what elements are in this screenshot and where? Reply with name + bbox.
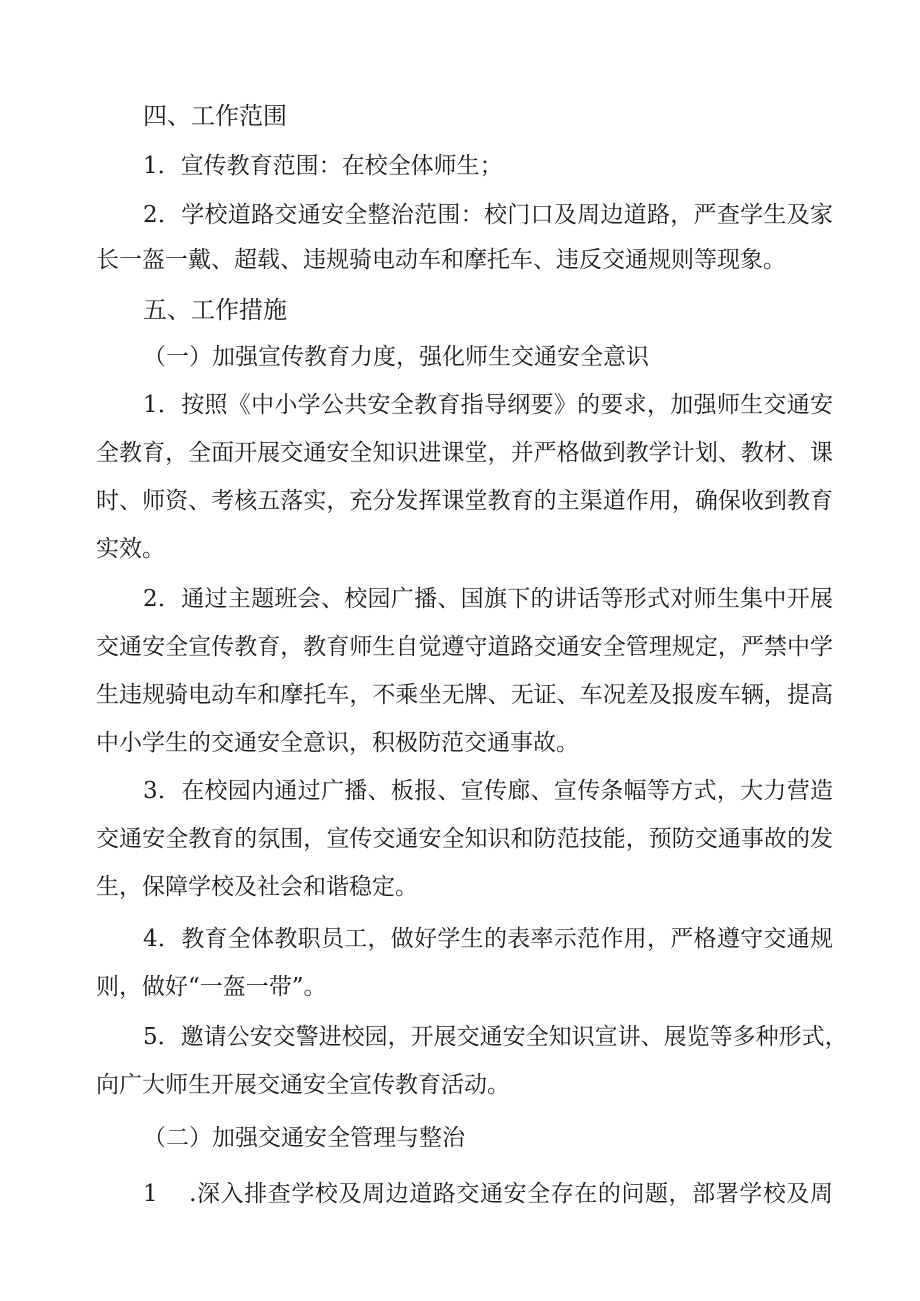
paragraph-line: 交通安全宣传教育，教育师生自觉遵守道路交通安全管理规定，严禁中学 [96, 634, 833, 660]
subsection-heading: （二）加强交通安全管理与整治 [143, 1125, 465, 1151]
paragraph-line: 生违规骑电动车和摩托车，不乘坐无牌、无证、车况差及报废车辆，提高 [96, 682, 833, 708]
paragraph-line: 中小学生的交通安全意识，积极防范交通事故。 [96, 730, 579, 756]
paragraph-line: 交通安全教育的氛围，宣传交通安全知识和防范技能，预防交通事故的发 [96, 826, 833, 852]
paragraph-line: 1．按照《中小学公共安全教育指导纲要》的要求，加强师生交通安 [143, 392, 833, 418]
paragraph-line: 生，保障学校及社会和谐稳定。 [96, 874, 418, 900]
paragraph-line: 时、师资、考核五落实，充分发挥课堂教育的主渠道作用，确保收到教育 [96, 488, 833, 514]
paragraph-line: 3．在校园内通过广播、板报、宣传廊、宣传条幅等方式，大力营造 [143, 778, 833, 804]
subsection-heading: （一）加强宣传教育力度，强化师生交通安全意识 [143, 344, 649, 370]
paragraph-line: 全教育，全面开展交通安全知识进课堂，并严格做到教学计划、教材、课 [96, 440, 833, 466]
paragraph-line: 向广大师生开展交通安全宣传教育活动。 [96, 1072, 510, 1098]
paragraph-line: 长一盔一戴、超载、违规骑电动车和摩托车、违反交通规则等现象。 [96, 247, 786, 273]
paragraph-line: 2．学校道路交通安全整治范围：校门口及周边道路，严查学生及家 [143, 202, 833, 228]
paragraph-line: 1．宣传教育范围：在校全体师生； [143, 153, 503, 179]
paragraph-line: 5．邀请公安交警进校园，开展交通安全知识宣讲、展览等多种形式， [143, 1024, 848, 1050]
paragraph-line: 实效。 [96, 536, 165, 562]
paragraph-line: 2．通过主题班会、校园广播、国旗下的讲话等形式对师生集中开展 [143, 586, 833, 612]
section-heading: 五、工作措施 [143, 296, 287, 324]
paragraph-line: 1 .深入排查学校及周边道路交通安全存在的问题，部署学校及周 [143, 1181, 833, 1207]
section-heading: 四、工作范围 [143, 102, 287, 130]
paragraph-line: 则，做好“一盔一带”。 [96, 974, 327, 1000]
paragraph-line: 4．教育全体教职员工，做好学生的表率示范作用，严格遵守交通规 [143, 926, 833, 952]
